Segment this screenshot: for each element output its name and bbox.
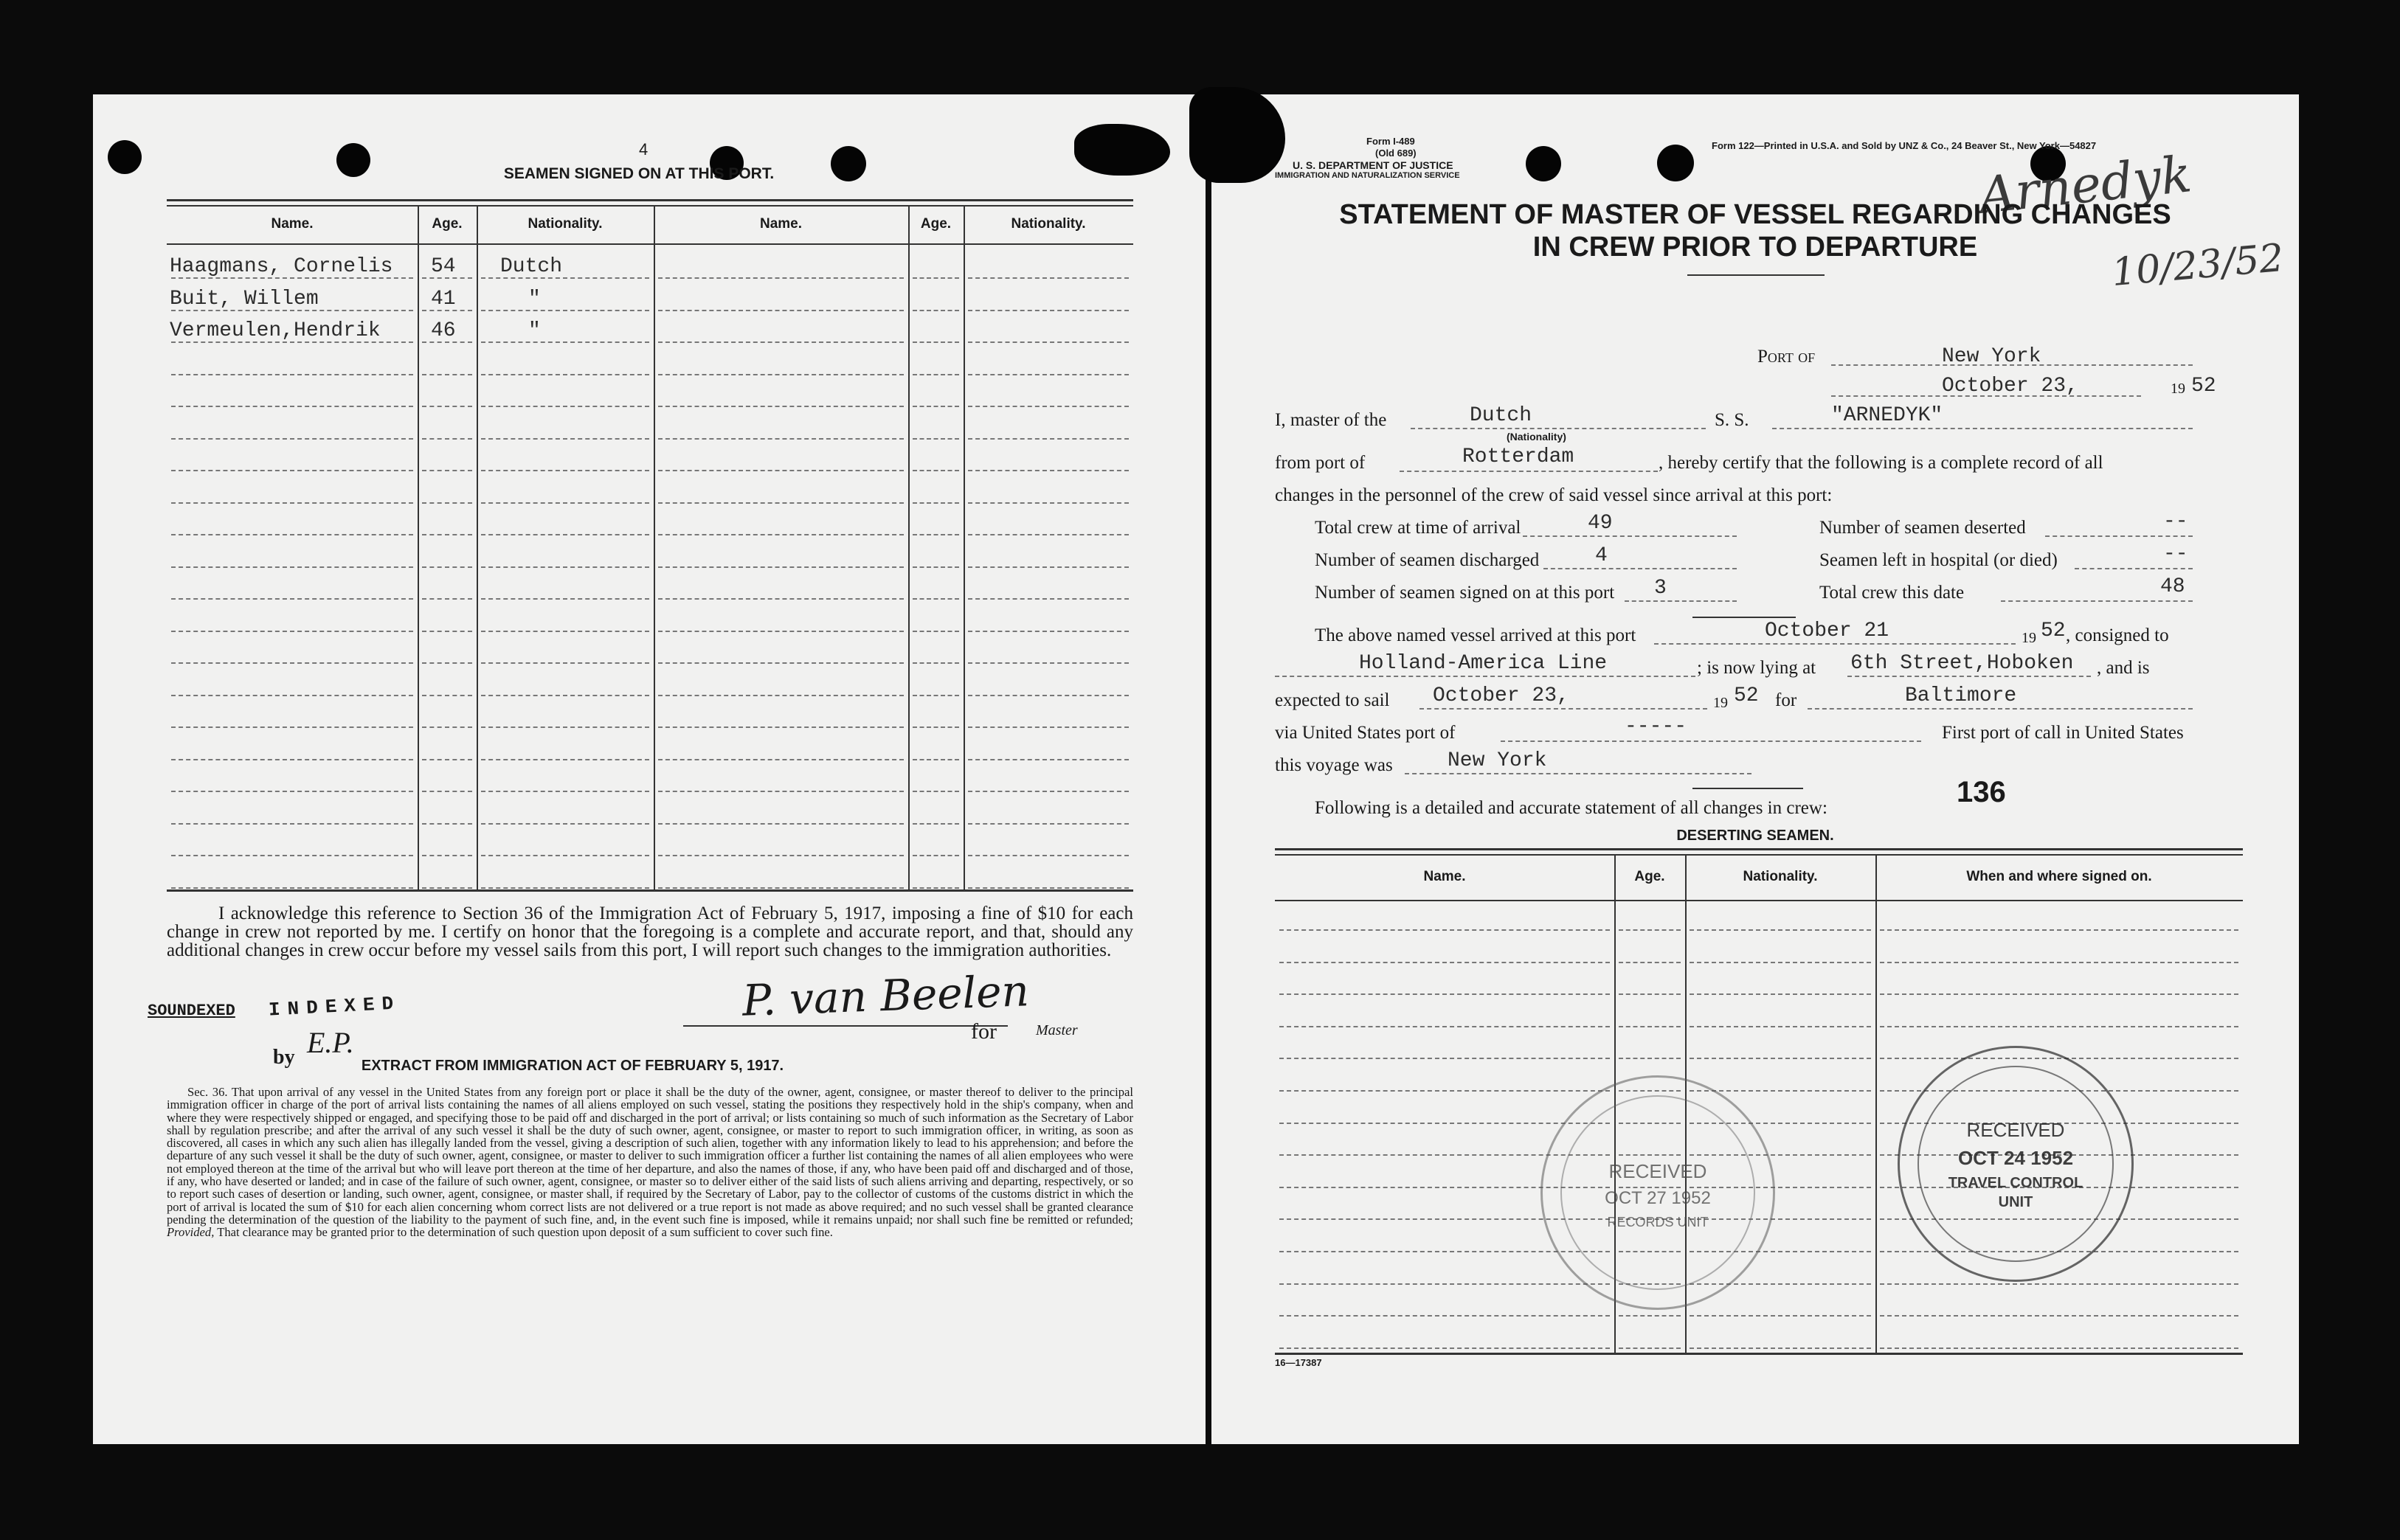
ruling-line	[171, 791, 413, 792]
ruling-line	[968, 598, 1129, 600]
ruling-line	[913, 631, 959, 632]
ruling-line	[968, 341, 1129, 343]
ruling-line	[658, 566, 904, 568]
ruling-line	[658, 695, 904, 696]
extract-text	[167, 1086, 1133, 1239]
ruling-line	[1279, 929, 1610, 931]
by-label: by	[273, 1046, 295, 1069]
stamp-date: OCT 24 1952	[1957, 1147, 2074, 1169]
ruling-line	[658, 438, 904, 440]
ruling-line	[422, 438, 472, 440]
nationality-value: Dutch	[1470, 404, 1532, 427]
ruling-line	[481, 759, 649, 760]
arrived-label: The above named vessel arrived at this port	[1315, 625, 1636, 645]
ruling-line	[171, 406, 413, 407]
ruling-line	[422, 695, 472, 696]
ruling-line	[913, 406, 959, 407]
arrived-value: October 21	[1765, 620, 1889, 642]
ruling-line	[1880, 1315, 2238, 1317]
stat-discharged-label: Number of seamen discharged	[1315, 550, 1540, 570]
col-header-age: Age.	[432, 216, 463, 232]
ruling-line	[481, 534, 649, 535]
form-number: Form I-489	[1366, 136, 1415, 147]
ruling-line	[1619, 929, 1681, 931]
ruling-line	[1690, 929, 1871, 931]
arrived-year: 52	[2041, 620, 2066, 642]
ruling-line	[1690, 962, 1871, 963]
ruling-line	[1279, 1026, 1610, 1027]
consigned-label: , consigned to	[2066, 625, 2169, 645]
sail-year-prefix: 19	[1713, 695, 1728, 711]
service: IMMIGRATION AND NATURALIZATION SERVICE	[1275, 171, 1460, 180]
ruling-line	[481, 662, 649, 664]
ruling-line	[171, 566, 413, 568]
via-value: -----	[1625, 715, 1687, 738]
ruling-line	[913, 695, 959, 696]
ruling-line	[171, 534, 413, 535]
master-of-label: I, master of the	[1275, 410, 1387, 430]
from-port-value: Rotterdam	[1462, 445, 1574, 468]
punch-hole	[336, 143, 370, 177]
ruling-line	[481, 791, 649, 792]
ruling-line	[968, 470, 1129, 471]
col-header-nationality-2: Nationality.	[1011, 216, 1086, 232]
ruling-line	[1279, 1058, 1610, 1059]
ruling-line	[481, 566, 649, 568]
table-row-nationality: "	[528, 288, 541, 311]
ruling-line	[913, 791, 959, 792]
col-header-age: Age.	[1634, 869, 1665, 884]
stat-signed-on-value: 3	[1654, 577, 1667, 600]
ruling-line	[481, 438, 649, 440]
ruling-line	[1690, 993, 1871, 995]
stat-total-arrival-value: 49	[1588, 512, 1613, 535]
ruling-line	[658, 598, 904, 600]
table-row-name: Buit, Willem	[170, 288, 319, 311]
left-page	[93, 94, 1206, 1444]
ruling-line	[481, 406, 649, 407]
voyage-value: New York	[1448, 749, 1547, 772]
punch-hole	[1657, 145, 1694, 181]
ruling-line	[171, 631, 413, 632]
ruling-line	[422, 855, 472, 856]
ruling-line	[913, 759, 959, 760]
ruling-line	[422, 406, 472, 407]
ruling-line	[422, 887, 472, 889]
by-initials: E.P.	[307, 1026, 354, 1059]
year-prefix: 19	[2171, 381, 2185, 397]
ruling-line	[968, 759, 1129, 760]
ruling-line	[913, 438, 959, 440]
col-header-nationality: Nationality.	[1743, 869, 1818, 884]
ruling-line	[968, 887, 1129, 889]
ruling-line	[658, 823, 904, 825]
stat-hospital-value: --	[2163, 543, 2188, 566]
ruling-line	[913, 534, 959, 535]
ruling-line	[481, 502, 649, 504]
col-header-nationality: Nationality.	[528, 216, 603, 232]
ruling-line	[968, 277, 1129, 279]
ruling-line	[171, 438, 413, 440]
ruling-line	[481, 695, 649, 696]
date-value: October 23,	[1942, 375, 2078, 398]
ruling-line	[913, 566, 959, 568]
form-old: (Old 689)	[1375, 148, 1417, 159]
ruling-line	[658, 855, 904, 856]
ruling-line	[913, 726, 959, 728]
ruling-line	[1880, 993, 2238, 995]
lying-label: ; is now lying at	[1697, 658, 1816, 678]
ruling-line	[171, 823, 413, 825]
ruling-line	[658, 726, 904, 728]
ruling-line	[481, 726, 649, 728]
arrived-year-prefix: 19	[2022, 630, 2036, 646]
ruling-line	[481, 374, 649, 375]
department: U. S. DEPARTMENT OF JUSTICE	[1293, 159, 1453, 171]
extract-provided: Provided,	[167, 1225, 215, 1240]
ruling-line	[1619, 993, 1681, 995]
stamp-line: RECEIVED	[1608, 1160, 1707, 1182]
table-row-age: 41	[431, 288, 456, 311]
year-value: 52	[2191, 375, 2216, 398]
torn-corner	[1074, 124, 1170, 176]
master-signature: P. van Beelen	[741, 965, 1030, 1026]
ruling-line	[968, 406, 1129, 407]
ruling-line	[968, 823, 1129, 825]
ruling-line	[913, 502, 959, 504]
ruling-line	[422, 374, 472, 375]
page-number: 4	[639, 140, 649, 159]
col-header-name: Name.	[271, 216, 314, 232]
ruling-line	[658, 662, 904, 664]
stat-total-date-label: Total crew this date	[1819, 583, 1965, 603]
ruling-line	[658, 406, 904, 407]
ship-value: "ARNEDYK"	[1831, 404, 1943, 427]
extract-title: EXTRACT FROM IMMIGRATION ACT OF FEBRUARY 5, 1917.	[361, 1058, 784, 1074]
stat-hospital-label: Seamen left in hospital (or died)	[1819, 550, 2058, 570]
stamp-line: RECORDS UNIT	[1607, 1215, 1709, 1229]
punch-hole	[1526, 146, 1561, 181]
stamp-line: UNIT	[1998, 1194, 2033, 1210]
ruling-line	[422, 566, 472, 568]
ruling-line	[1619, 1058, 1681, 1059]
ruling-line	[171, 598, 413, 600]
ruling-line	[658, 277, 904, 279]
punch-hole	[108, 140, 142, 174]
handwritten-date: 10/23/52	[2109, 235, 2286, 296]
ruling-line	[658, 759, 904, 760]
ruling-line	[481, 887, 649, 889]
stat-total-date-value: 48	[2160, 575, 2185, 598]
ruling-line	[913, 662, 959, 664]
ruling-line	[968, 695, 1129, 696]
ruling-line	[171, 662, 413, 664]
ruling-line	[1619, 962, 1681, 963]
ruling-line	[1690, 1058, 1871, 1059]
ruling-line	[658, 631, 904, 632]
ruling-line	[658, 502, 904, 504]
col-header-age-2: Age.	[920, 216, 952, 232]
deserting-title: DESERTING SEAMEN.	[1676, 828, 1834, 844]
ruling-line	[913, 823, 959, 825]
ruling-line	[1880, 1283, 2238, 1285]
ruling-line	[1690, 1026, 1871, 1027]
form-subtitle: IN CREW PRIOR TO DEPARTURE	[1532, 232, 1978, 263]
port-of-value: New York	[1942, 345, 2041, 368]
ruling-line	[1279, 1090, 1610, 1092]
ruling-line	[968, 502, 1129, 504]
via-label: via United States port of	[1275, 723, 1456, 743]
consignee-value: Holland-America Line	[1359, 652, 1608, 675]
ruling-line	[1619, 1348, 1681, 1349]
table-row-age: 46	[431, 319, 456, 342]
ruling-line	[913, 598, 959, 600]
col-header-when-where: When and where signed on.	[1966, 869, 2152, 884]
ruling-line	[422, 470, 472, 471]
ruling-line	[481, 631, 649, 632]
ruling-line	[1279, 1283, 1610, 1285]
stat-signed-on-label: Number of seamen signed on at this port	[1315, 583, 1615, 603]
ruling-line	[1279, 1315, 1610, 1317]
table-row-nationality: "	[528, 319, 541, 342]
ruling-line	[422, 631, 472, 632]
ruling-line	[913, 887, 959, 889]
stat-deserted-value: --	[2163, 510, 2188, 533]
ruling-line	[968, 662, 1129, 664]
col-header-name-2: Name.	[759, 216, 803, 232]
voyage-label: this voyage was	[1275, 755, 1393, 775]
and-is-label: , and is	[2097, 658, 2150, 678]
lying-value: 6th Street,Hoboken	[1850, 652, 2074, 675]
ruling-line	[968, 726, 1129, 728]
ruling-line	[968, 631, 1129, 632]
ruling-line	[968, 534, 1129, 535]
ruling-line	[1880, 929, 2238, 931]
ruling-line	[1880, 962, 2238, 963]
port-of-label: Port of	[1757, 347, 1816, 367]
ruling-line	[481, 310, 649, 311]
ruling-line	[422, 726, 472, 728]
ruling-line	[658, 374, 904, 375]
table-row-nationality: Dutch	[500, 255, 563, 278]
ruling-line	[968, 374, 1129, 375]
stamp-number: 136	[1957, 776, 2006, 808]
ruling-line	[171, 726, 413, 728]
ruling-line	[422, 662, 472, 664]
stat-discharged-value: 4	[1595, 544, 1608, 567]
ruling-line	[1880, 1348, 2238, 1349]
right-page	[1211, 94, 2299, 1444]
page-title: SEAMEN SIGNED ON AT THIS PORT.	[503, 165, 775, 182]
form-title: STATEMENT OF MASTER OF VESSEL REGARDING CHANGES	[1339, 199, 2171, 230]
ruling-line	[171, 374, 413, 375]
ruling-line	[481, 598, 649, 600]
ruling-line	[658, 534, 904, 535]
changes-text: changes in the personnel of the crew of said vessel since arrival at this port:	[1275, 485, 1833, 505]
handwritten-ship: Arnedyk	[1976, 145, 2195, 226]
ruling-line	[1619, 1026, 1681, 1027]
section-label: Sec. 36.	[187, 1085, 228, 1099]
ruling-line	[1690, 1348, 1871, 1349]
ruling-line	[171, 759, 413, 760]
ruling-line	[481, 341, 649, 343]
table-row-name: Vermeulen,Hendrik	[170, 319, 381, 342]
certify-text: , hereby certify that the following is a complete record of all	[1659, 453, 2103, 473]
table-row-name: Haagmans, Cornelis	[170, 255, 393, 278]
ruling-line	[1619, 1315, 1681, 1317]
sail-year: 52	[1734, 684, 1759, 707]
expected-label: expected to sail	[1275, 690, 1390, 710]
ruling-line	[658, 341, 904, 343]
ruling-line	[171, 695, 413, 696]
printer-line: Form 122—Printed in U.S.A. and Sold by UNZ & Co., 24 Beaver St., New York—54827	[1712, 140, 2097, 151]
ruling-line	[968, 855, 1129, 856]
ruling-line	[913, 277, 959, 279]
received-stamp-travel-control	[1898, 1046, 2134, 1282]
ruling-line	[171, 887, 413, 889]
ruling-line	[422, 534, 472, 535]
ruling-line	[422, 823, 472, 825]
ruling-line	[171, 470, 413, 471]
ruling-line	[1690, 1315, 1871, 1317]
ruling-line	[481, 855, 649, 856]
ruling-line	[422, 598, 472, 600]
ruling-line	[968, 438, 1129, 440]
ruling-line	[171, 502, 413, 504]
ruling-line	[913, 374, 959, 375]
ruling-line	[422, 759, 472, 760]
stamp-line: TRAVEL CONTROL	[1948, 1175, 2083, 1191]
ss-label: S. S.	[1715, 410, 1749, 430]
col-header-name: Name.	[1423, 869, 1466, 884]
ruling-line	[1279, 962, 1610, 963]
received-stamp-records	[1540, 1075, 1775, 1310]
ruling-line	[171, 855, 413, 856]
sail-for-label: for	[1775, 690, 1797, 710]
ruling-line	[1279, 993, 1610, 995]
destination-value: Baltimore	[1905, 684, 2017, 707]
footer-code: 16—17387	[1275, 1357, 1322, 1368]
soundexed-stamp: SOUNDEXED	[148, 1002, 235, 1020]
ruling-line	[481, 823, 649, 825]
ruling-line	[481, 470, 649, 471]
table-row-age: 54	[431, 255, 456, 278]
ruling-line	[658, 470, 904, 471]
extract-body: That upon arrival of any vessel in the United States from any foreign port or place it shall be the duty of the owner, agent, consignee, or master thereof to deliver to the principal immigration officer in charge of the port of arrival lists containing the names of all aliens employed on such vessel, stating the positions they respectively hold in the ship's company, when and where they were respectively shipped or engaged, and specifying those to be paid off and discharged in the port of arrival; or lists containing so much of such information as the Secretary of Labor shall by regulation prescribe; and after the arrival of any such vessel it shall be the duty of such owner, agent, consignee, or master to report to such immigration officer, in writing, as soon as discovered, all cases in which any such alien has illegally landed from the vessel, giving a description of such alien, together with any information likely to lead to his apprehension; and before the departure of any such vessel it shall be the duty of such owner, agent, consignee, or master to deliver to such immigration officer a further list containing the names of all alien employees who were not employed thereon at the time of the arrival but who will leave port thereon at the time of her departure, and also the names of those, if any, who have been paid off and discharged and of those, if any, who have deserted or landed; and in case of the failure of such owner, agent, consignee, or master so to deliver either of the said lists of such aliens arriving and departing, respectively, or so to report such cases of desertion or landing, such owner, agent, consignee, or master shall, if required by the Secretary of Labor, pay to the collector of customs of the customs district in which the port of arrival is located the sum of $10 for each alien concerning whom correct lists are not delivered or a true report is not made as above required; and no such vessel shall be granted clearance pending the determination of the question of the liability to the payment of such fine, and, in the event such fine is imposed, while it remains unpaid; nor shall such fine be remitted or refunded;	[167, 1085, 1134, 1227]
ruling-line	[1279, 1123, 1610, 1124]
for-label: for	[971, 1019, 997, 1044]
ruling-line	[1880, 1026, 2238, 1027]
sail-date-value: October 23,	[1433, 684, 1569, 707]
ruling-line	[913, 341, 959, 343]
ruling-line	[913, 310, 959, 311]
following-label: Following is a detailed and accurate statement of all changes in crew:	[1315, 798, 1827, 818]
ruling-line	[913, 855, 959, 856]
stamp-date: OCT 27 1952	[1605, 1188, 1711, 1208]
ruling-line	[658, 791, 904, 792]
from-port-label: from port of	[1275, 453, 1366, 473]
master-label: Master	[1036, 1022, 1078, 1038]
ruling-line	[658, 310, 904, 311]
ruling-line	[968, 791, 1129, 792]
ruling-line	[968, 566, 1129, 568]
acknowledgment-text: I acknowledge this reference to Section 36 of the Immigration Act of February 5, 1917, imposing a fine of $10 for each change in crew not reported by me. I certify on honor that the foregoing is a complete and accurate report, and that, should any additional changes in crew occur before my vessel sails from this port, I will report such changes to the immigration authorities.	[167, 903, 1133, 960]
torn-corner	[1189, 87, 1285, 183]
indexed-stamp: INDEXED	[268, 992, 401, 1022]
ruling-line	[1279, 1348, 1610, 1349]
stamp-line: RECEIVED	[1966, 1119, 2065, 1141]
ruling-line	[422, 502, 472, 504]
stat-deserted-label: Number of seamen deserted	[1819, 518, 2026, 538]
stat-total-arrival-label: Total crew at time of arrival	[1315, 518, 1521, 538]
ruling-line	[658, 887, 904, 889]
ruling-line	[968, 310, 1129, 311]
nationality-caption: (Nationality)	[1507, 431, 1566, 443]
ruling-line	[913, 470, 959, 471]
extract-tail: That clearance may be granted prior to the determination of such question upon deposit of a sum sufficient to cover such fine.	[217, 1225, 833, 1240]
first-port-label: First port of call in United States	[1942, 723, 2184, 743]
ruling-line	[422, 791, 472, 792]
